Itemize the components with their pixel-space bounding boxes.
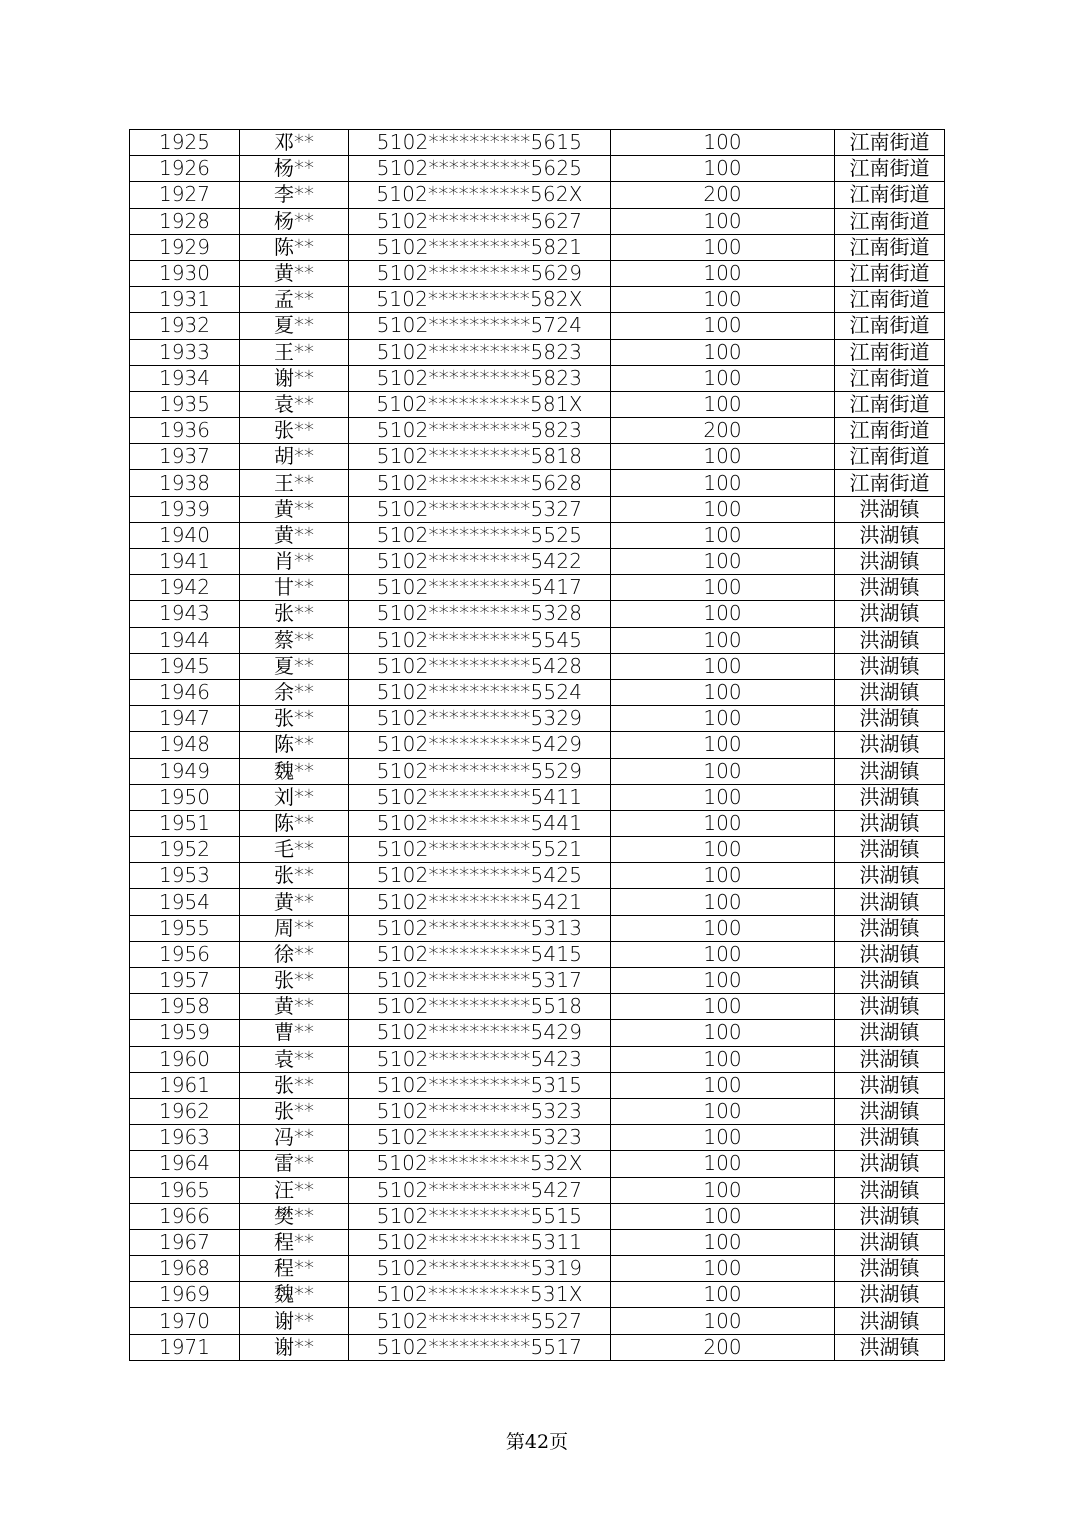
table-row xyxy=(130,313,945,339)
table-row xyxy=(130,234,945,260)
cell-id-number: 5102**********5823 xyxy=(349,365,611,391)
cell-amount: 100 xyxy=(611,208,835,234)
cell-name: 程** xyxy=(240,1229,349,1255)
cell-area: 洪湖镇 xyxy=(835,810,945,836)
cell-id-number: 5102**********5423 xyxy=(349,1046,611,1072)
cell-id-number: 5102**********5417 xyxy=(349,575,611,601)
cell-area: 洪湖镇 xyxy=(835,1098,945,1124)
cell-serial-number: 1943 xyxy=(130,601,240,627)
cell-name: 黄** xyxy=(240,260,349,286)
cell-amount: 100 xyxy=(611,391,835,417)
table-row xyxy=(130,1334,945,1360)
cell-amount: 100 xyxy=(611,994,835,1020)
cell-area: 江南街道 xyxy=(835,444,945,470)
table-row xyxy=(130,758,945,784)
table-row xyxy=(130,418,945,444)
cell-name: 蔡** xyxy=(240,627,349,653)
cell-serial-number: 1926 xyxy=(130,156,240,182)
cell-id-number: 5102**********5317 xyxy=(349,968,611,994)
cell-serial-number: 1939 xyxy=(130,496,240,522)
cell-name: 夏** xyxy=(240,653,349,679)
cell-amount: 100 xyxy=(611,732,835,758)
cell-amount: 100 xyxy=(611,968,835,994)
table-row xyxy=(130,627,945,653)
cell-amount: 100 xyxy=(611,1229,835,1255)
cell-area: 洪湖镇 xyxy=(835,915,945,941)
cell-amount: 100 xyxy=(611,837,835,863)
table-row xyxy=(130,1177,945,1203)
cell-name: 杨** xyxy=(240,156,349,182)
cell-name: 陈** xyxy=(240,234,349,260)
cell-area: 江南街道 xyxy=(835,313,945,339)
cell-id-number: 5102**********5311 xyxy=(349,1229,611,1255)
cell-amount: 100 xyxy=(611,287,835,313)
cell-id-number: 5102**********5629 xyxy=(349,260,611,286)
cell-serial-number: 1958 xyxy=(130,994,240,1020)
table-row xyxy=(130,339,945,365)
cell-amount: 100 xyxy=(611,444,835,470)
cell-name: 张** xyxy=(240,1072,349,1098)
cell-name: 谢** xyxy=(240,1308,349,1334)
table-row xyxy=(130,1046,945,1072)
cell-serial-number: 1937 xyxy=(130,444,240,470)
cell-name: 黄** xyxy=(240,889,349,915)
cell-name: 周** xyxy=(240,915,349,941)
cell-area: 洪湖镇 xyxy=(835,653,945,679)
cell-serial-number: 1970 xyxy=(130,1308,240,1334)
cell-serial-number: 1955 xyxy=(130,915,240,941)
cell-amount: 100 xyxy=(611,1125,835,1151)
cell-id-number: 5102**********5425 xyxy=(349,863,611,889)
cell-id-number: 5102**********5421 xyxy=(349,889,611,915)
cell-serial-number: 1933 xyxy=(130,339,240,365)
cell-serial-number: 1925 xyxy=(130,130,240,156)
cell-serial-number: 1934 xyxy=(130,365,240,391)
cell-area: 洪湖镇 xyxy=(835,1046,945,1072)
cell-serial-number: 1930 xyxy=(130,260,240,286)
cell-id-number: 5102**********5427 xyxy=(349,1177,611,1203)
cell-id-number: 5102**********5327 xyxy=(349,496,611,522)
table-row xyxy=(130,470,945,496)
cell-area: 洪湖镇 xyxy=(835,1308,945,1334)
cell-area: 江南街道 xyxy=(835,182,945,208)
cell-serial-number: 1968 xyxy=(130,1256,240,1282)
table-row xyxy=(130,1098,945,1124)
cell-serial-number: 1946 xyxy=(130,679,240,705)
cell-area: 洪湖镇 xyxy=(835,994,945,1020)
table-row xyxy=(130,391,945,417)
table-row xyxy=(130,784,945,810)
cell-area: 江南街道 xyxy=(835,365,945,391)
cell-id-number: 5102**********5429 xyxy=(349,732,611,758)
cell-name: 刘** xyxy=(240,784,349,810)
cell-amount: 100 xyxy=(611,234,835,260)
cell-name: 夏** xyxy=(240,313,349,339)
cell-serial-number: 1938 xyxy=(130,470,240,496)
table-row xyxy=(130,156,945,182)
table-row xyxy=(130,1151,945,1177)
cell-name: 谢** xyxy=(240,1334,349,1360)
cell-serial-number: 1950 xyxy=(130,784,240,810)
cell-serial-number: 1932 xyxy=(130,313,240,339)
cell-name: 甘** xyxy=(240,575,349,601)
cell-area: 洪湖镇 xyxy=(835,1151,945,1177)
cell-id-number: 5102**********5615 xyxy=(349,130,611,156)
cell-serial-number: 1956 xyxy=(130,941,240,967)
cell-id-number: 5102**********5415 xyxy=(349,941,611,967)
cell-name: 杨** xyxy=(240,208,349,234)
cell-serial-number: 1963 xyxy=(130,1125,240,1151)
cell-amount: 100 xyxy=(611,784,835,810)
table-row xyxy=(130,287,945,313)
table-row xyxy=(130,1125,945,1151)
cell-name: 黄** xyxy=(240,496,349,522)
cell-name: 余** xyxy=(240,679,349,705)
cell-amount: 100 xyxy=(611,941,835,967)
table-row xyxy=(130,549,945,575)
cell-amount: 100 xyxy=(611,1308,835,1334)
cell-amount: 100 xyxy=(611,653,835,679)
cell-id-number: 5102**********5625 xyxy=(349,156,611,182)
cell-id-number: 5102**********582X xyxy=(349,287,611,313)
cell-area: 洪湖镇 xyxy=(835,732,945,758)
cell-amount: 100 xyxy=(611,601,835,627)
cell-amount: 100 xyxy=(611,1098,835,1124)
cell-id-number: 5102**********5515 xyxy=(349,1203,611,1229)
table-row xyxy=(130,1072,945,1098)
cell-amount: 100 xyxy=(611,313,835,339)
cell-area: 江南街道 xyxy=(835,208,945,234)
cell-serial-number: 1971 xyxy=(130,1334,240,1360)
cell-name: 孟** xyxy=(240,287,349,313)
cell-serial-number: 1964 xyxy=(130,1151,240,1177)
cell-name: 肖** xyxy=(240,549,349,575)
cell-name: 张** xyxy=(240,601,349,627)
cell-amount: 100 xyxy=(611,470,835,496)
table-row xyxy=(130,575,945,601)
cell-amount: 100 xyxy=(611,1256,835,1282)
cell-id-number: 5102**********5329 xyxy=(349,706,611,732)
cell-amount: 100 xyxy=(611,1046,835,1072)
cell-area: 洪湖镇 xyxy=(835,889,945,915)
table-row xyxy=(130,182,945,208)
cell-name: 张** xyxy=(240,706,349,732)
cell-name: 李** xyxy=(240,182,349,208)
cell-id-number: 5102**********5724 xyxy=(349,313,611,339)
cell-name: 毛** xyxy=(240,837,349,863)
cell-id-number: 5102**********5411 xyxy=(349,784,611,810)
table-row xyxy=(130,679,945,705)
cell-area: 洪湖镇 xyxy=(835,1229,945,1255)
cell-name: 王** xyxy=(240,470,349,496)
table-row xyxy=(130,941,945,967)
cell-name: 樊** xyxy=(240,1203,349,1229)
cell-area: 洪湖镇 xyxy=(835,679,945,705)
cell-amount: 100 xyxy=(611,496,835,522)
cell-id-number: 5102**********5323 xyxy=(349,1125,611,1151)
cell-area: 洪湖镇 xyxy=(835,1256,945,1282)
cell-name: 雷** xyxy=(240,1151,349,1177)
cell-id-number: 5102**********5524 xyxy=(349,679,611,705)
cell-name: 张** xyxy=(240,418,349,444)
cell-serial-number: 1936 xyxy=(130,418,240,444)
cell-area: 洪湖镇 xyxy=(835,549,945,575)
cell-area: 江南街道 xyxy=(835,391,945,417)
cell-id-number: 5102**********5821 xyxy=(349,234,611,260)
cell-serial-number: 1947 xyxy=(130,706,240,732)
cell-area: 洪湖镇 xyxy=(835,627,945,653)
cell-serial-number: 1965 xyxy=(130,1177,240,1203)
page-number: 第42页 xyxy=(505,1431,569,1453)
cell-id-number: 5102**********5441 xyxy=(349,810,611,836)
table-row xyxy=(130,130,945,156)
cell-amount: 100 xyxy=(611,365,835,391)
cell-serial-number: 1957 xyxy=(130,968,240,994)
cell-area: 洪湖镇 xyxy=(835,837,945,863)
cell-serial-number: 1940 xyxy=(130,522,240,548)
cell-serial-number: 1949 xyxy=(130,758,240,784)
cell-area: 洪湖镇 xyxy=(835,706,945,732)
cell-serial-number: 1969 xyxy=(130,1282,240,1308)
cell-id-number: 5102**********5627 xyxy=(349,208,611,234)
cell-amount: 100 xyxy=(611,863,835,889)
table-row xyxy=(130,1256,945,1282)
cell-id-number: 5102**********5429 xyxy=(349,1020,611,1046)
cell-amount: 200 xyxy=(611,1334,835,1360)
cell-serial-number: 1961 xyxy=(130,1072,240,1098)
cell-area: 洪湖镇 xyxy=(835,1072,945,1098)
cell-amount: 100 xyxy=(611,339,835,365)
records-table-body xyxy=(130,130,945,1361)
cell-id-number: 5102**********581X xyxy=(349,391,611,417)
cell-name: 魏** xyxy=(240,1282,349,1308)
cell-area: 洪湖镇 xyxy=(835,1177,945,1203)
cell-serial-number: 1945 xyxy=(130,653,240,679)
cell-serial-number: 1931 xyxy=(130,287,240,313)
cell-name: 邓** xyxy=(240,130,349,156)
table-row xyxy=(130,653,945,679)
cell-amount: 100 xyxy=(611,1177,835,1203)
cell-name: 胡** xyxy=(240,444,349,470)
table-row xyxy=(130,208,945,234)
table-row xyxy=(130,889,945,915)
cell-serial-number: 1942 xyxy=(130,575,240,601)
table-row xyxy=(130,444,945,470)
cell-id-number: 5102**********5628 xyxy=(349,470,611,496)
cell-amount: 100 xyxy=(611,1282,835,1308)
cell-amount: 100 xyxy=(611,575,835,601)
cell-id-number: 5102**********5823 xyxy=(349,339,611,365)
cell-name: 王** xyxy=(240,339,349,365)
cell-amount: 100 xyxy=(611,915,835,941)
cell-id-number: 5102**********5818 xyxy=(349,444,611,470)
table-row xyxy=(130,706,945,732)
cell-area: 洪湖镇 xyxy=(835,1020,945,1046)
cell-serial-number: 1962 xyxy=(130,1098,240,1124)
cell-id-number: 5102**********5319 xyxy=(349,1256,611,1282)
cell-serial-number: 1966 xyxy=(130,1203,240,1229)
records-table xyxy=(129,129,945,1361)
cell-serial-number: 1954 xyxy=(130,889,240,915)
table-row xyxy=(130,260,945,286)
cell-name: 汪** xyxy=(240,1177,349,1203)
cell-amount: 100 xyxy=(611,627,835,653)
table-row xyxy=(130,496,945,522)
cell-area: 洪湖镇 xyxy=(835,1125,945,1151)
cell-amount: 100 xyxy=(611,1203,835,1229)
cell-amount: 100 xyxy=(611,706,835,732)
table-row xyxy=(130,810,945,836)
cell-name: 张** xyxy=(240,863,349,889)
cell-serial-number: 1953 xyxy=(130,863,240,889)
cell-name: 黄** xyxy=(240,994,349,1020)
cell-serial-number: 1944 xyxy=(130,627,240,653)
table-row xyxy=(130,365,945,391)
cell-area: 洪湖镇 xyxy=(835,601,945,627)
cell-serial-number: 1929 xyxy=(130,234,240,260)
cell-area: 洪湖镇 xyxy=(835,784,945,810)
table-row xyxy=(130,994,945,1020)
cell-name: 冯** xyxy=(240,1125,349,1151)
cell-id-number: 5102**********5521 xyxy=(349,837,611,863)
cell-serial-number: 1951 xyxy=(130,810,240,836)
cell-id-number: 5102**********5323 xyxy=(349,1098,611,1124)
cell-serial-number: 1935 xyxy=(130,391,240,417)
cell-id-number: 5102**********5518 xyxy=(349,994,611,1020)
cell-area: 洪湖镇 xyxy=(835,1282,945,1308)
table-row xyxy=(130,915,945,941)
cell-amount: 100 xyxy=(611,156,835,182)
cell-area: 江南街道 xyxy=(835,339,945,365)
cell-amount: 100 xyxy=(611,810,835,836)
cell-name: 陈** xyxy=(240,732,349,758)
cell-name: 袁** xyxy=(240,391,349,417)
table-row xyxy=(130,732,945,758)
cell-id-number: 5102**********562X xyxy=(349,182,611,208)
cell-serial-number: 1952 xyxy=(130,837,240,863)
table-row xyxy=(130,1282,945,1308)
cell-area: 洪湖镇 xyxy=(835,575,945,601)
cell-id-number: 5102**********5529 xyxy=(349,758,611,784)
cell-name: 徐** xyxy=(240,941,349,967)
cell-id-number: 5102**********5422 xyxy=(349,549,611,575)
cell-id-number: 5102**********5313 xyxy=(349,915,611,941)
table-row xyxy=(130,1308,945,1334)
cell-area: 江南街道 xyxy=(835,156,945,182)
cell-id-number: 5102**********5428 xyxy=(349,653,611,679)
cell-amount: 100 xyxy=(611,1072,835,1098)
cell-amount: 100 xyxy=(611,889,835,915)
cell-name: 黄** xyxy=(240,522,349,548)
table-row xyxy=(130,863,945,889)
cell-amount: 100 xyxy=(611,549,835,575)
cell-id-number: 5102**********5527 xyxy=(349,1308,611,1334)
cell-area: 江南街道 xyxy=(835,234,945,260)
cell-amount: 100 xyxy=(611,260,835,286)
cell-serial-number: 1960 xyxy=(130,1046,240,1072)
cell-id-number: 5102**********5525 xyxy=(349,522,611,548)
table-row xyxy=(130,522,945,548)
table-row xyxy=(130,601,945,627)
cell-area: 洪湖镇 xyxy=(835,1334,945,1360)
cell-serial-number: 1959 xyxy=(130,1020,240,1046)
table-row xyxy=(130,837,945,863)
cell-name: 程** xyxy=(240,1256,349,1282)
cell-area: 洪湖镇 xyxy=(835,496,945,522)
table-row xyxy=(130,1020,945,1046)
cell-id-number: 5102**********5328 xyxy=(349,601,611,627)
records-table-container xyxy=(129,129,944,1361)
cell-id-number: 5102**********5545 xyxy=(349,627,611,653)
cell-name: 袁** xyxy=(240,1046,349,1072)
cell-name: 谢** xyxy=(240,365,349,391)
cell-id-number: 5102**********5517 xyxy=(349,1334,611,1360)
cell-serial-number: 1967 xyxy=(130,1229,240,1255)
cell-area: 洪湖镇 xyxy=(835,1203,945,1229)
cell-amount: 200 xyxy=(611,182,835,208)
cell-area: 江南街道 xyxy=(835,287,945,313)
cell-amount: 100 xyxy=(611,679,835,705)
cell-id-number: 5102**********532X xyxy=(349,1151,611,1177)
cell-name: 张** xyxy=(240,1098,349,1124)
cell-name: 陈** xyxy=(240,810,349,836)
cell-amount: 100 xyxy=(611,1020,835,1046)
cell-area: 洪湖镇 xyxy=(835,522,945,548)
cell-area: 洪湖镇 xyxy=(835,863,945,889)
cell-id-number: 5102**********5823 xyxy=(349,418,611,444)
cell-name: 曹** xyxy=(240,1020,349,1046)
cell-amount: 100 xyxy=(611,1151,835,1177)
cell-id-number: 5102**********531X xyxy=(349,1282,611,1308)
table-row xyxy=(130,1203,945,1229)
table-row xyxy=(130,968,945,994)
cell-serial-number: 1948 xyxy=(130,732,240,758)
cell-amount: 200 xyxy=(611,418,835,444)
cell-serial-number: 1928 xyxy=(130,208,240,234)
cell-area: 洪湖镇 xyxy=(835,758,945,784)
cell-name: 张** xyxy=(240,968,349,994)
cell-area: 洪湖镇 xyxy=(835,941,945,967)
cell-amount: 100 xyxy=(611,522,835,548)
cell-area: 江南街道 xyxy=(835,418,945,444)
cell-serial-number: 1927 xyxy=(130,182,240,208)
cell-area: 江南街道 xyxy=(835,130,945,156)
cell-name: 魏** xyxy=(240,758,349,784)
cell-amount: 100 xyxy=(611,758,835,784)
cell-amount: 100 xyxy=(611,130,835,156)
cell-serial-number: 1941 xyxy=(130,549,240,575)
cell-area: 洪湖镇 xyxy=(835,968,945,994)
cell-id-number: 5102**********5315 xyxy=(349,1072,611,1098)
cell-area: 江南街道 xyxy=(835,470,945,496)
cell-area: 江南街道 xyxy=(835,260,945,286)
table-row xyxy=(130,1229,945,1255)
